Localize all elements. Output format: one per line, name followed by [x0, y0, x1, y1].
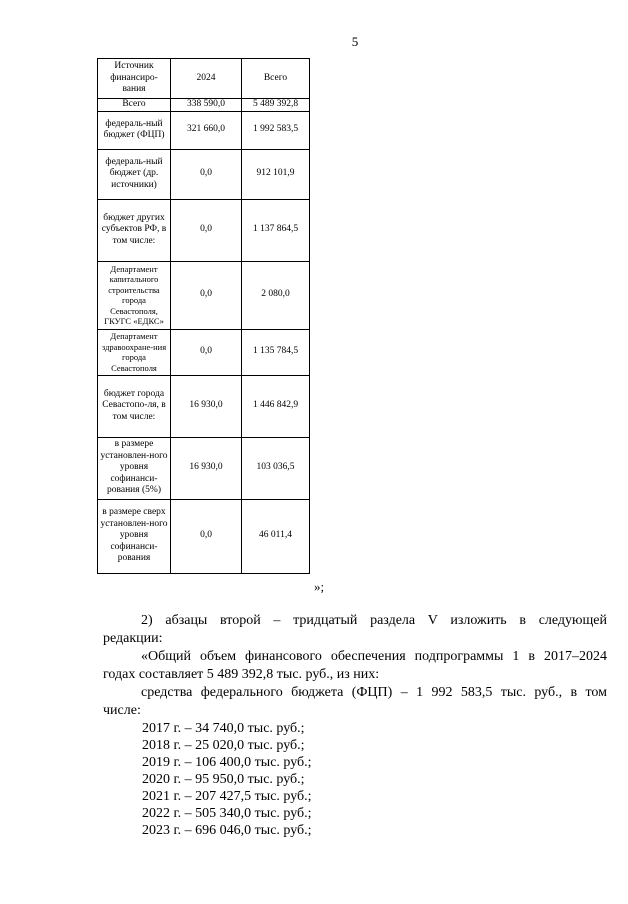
row-source: бюджет города Севастопо-ля, в том числе:: [98, 375, 171, 437]
row-2024: 0,0: [171, 261, 242, 329]
row-2024: 16 930,0: [171, 375, 242, 437]
row-source: федераль-ный бюджет (др. источники): [98, 149, 171, 199]
row-2024: 321 660,0: [171, 111, 242, 149]
row-total: 1 446 842,9: [242, 375, 310, 437]
table-row: [98, 499, 310, 573]
row-source: Всего: [98, 99, 171, 112]
table-header-row: [98, 59, 310, 99]
year-line: 2021 г. – 207 427,5 тыс. руб.;: [142, 789, 312, 804]
row-source: в размере установлен-ного уровня софинанси-рования (5%): [98, 437, 171, 499]
row-source: Департамент капитального строительства города Севастополя, ГКУГС «ЕДКС»: [98, 261, 171, 329]
year-line: 2022 г. – 505 340,0 тыс. руб.;: [142, 806, 312, 821]
table-row: [98, 375, 310, 437]
table-row: [98, 437, 310, 499]
row-2024: 0,0: [171, 499, 242, 573]
paragraph-3-line-2: годах составляет 5 489 392,8 тыс. руб., из них:: [103, 667, 380, 682]
row-source: федераль-ный бюджет (ФЦП): [98, 111, 171, 149]
row-2024: 338 590,0: [171, 99, 242, 112]
paragraph-4-line-1: средства федерального бюджета (ФЦП) – 1 992 583,5 тыс. руб., в том: [141, 685, 607, 700]
table-row: [98, 99, 310, 112]
financing-table: [97, 58, 310, 574]
row-total: 1 992 583,5: [242, 111, 310, 149]
row-source: бюджет других субъектов РФ, в том числе:: [98, 199, 171, 261]
row-total: 2 080,0: [242, 261, 310, 329]
row-total: 5 489 392,8: [242, 99, 310, 112]
quote-close: »;: [314, 579, 325, 594]
header-total: Всего: [242, 59, 310, 99]
paragraph-3-line-1: «Общий объем финансового обеспечения подпрограммы 1 в 2017–2024: [141, 649, 607, 664]
row-total: 46 011,4: [242, 499, 310, 573]
paragraph-2-line-2: редакции:: [103, 631, 163, 646]
header-source: Источник финансиро-вания: [98, 59, 171, 99]
page-number: 5: [351, 34, 359, 49]
table-row: [98, 261, 310, 329]
year-line: 2023 г. – 696 046,0 тыс. руб.;: [142, 823, 312, 838]
table-row: [98, 199, 310, 261]
year-line: 2018 г. – 25 020,0 тыс. руб.;: [142, 738, 305, 753]
row-2024: 0,0: [171, 149, 242, 199]
row-total: 1 135 784,5: [242, 329, 310, 375]
year-line: 2019 г. – 106 400,0 тыс. руб.;: [142, 755, 312, 770]
year-line: 2017 г. – 34 740,0 тыс. руб.;: [142, 721, 305, 736]
row-source: Департамент здравоохране-ния города Севастополя: [98, 329, 171, 375]
row-total: 912 101,9: [242, 149, 310, 199]
paragraph-2-line-1: 2) абзацы второй – тридцатый раздела V изложить в следующей: [141, 613, 607, 628]
row-source: в размере сверх установлен-ного уровня софинанси-рования: [98, 499, 171, 573]
header-2024: 2024: [171, 59, 242, 99]
row-2024: 0,0: [171, 329, 242, 375]
table-row: [98, 329, 310, 375]
year-line: 2020 г. – 95 950,0 тыс. руб.;: [142, 772, 305, 787]
row-total: 1 137 864,5: [242, 199, 310, 261]
row-total: 103 036,5: [242, 437, 310, 499]
table-row: [98, 111, 310, 149]
row-2024: 0,0: [171, 199, 242, 261]
paragraph-4-line-2: числе:: [103, 703, 141, 718]
row-2024: 16 930,0: [171, 437, 242, 499]
table-row: [98, 149, 310, 199]
